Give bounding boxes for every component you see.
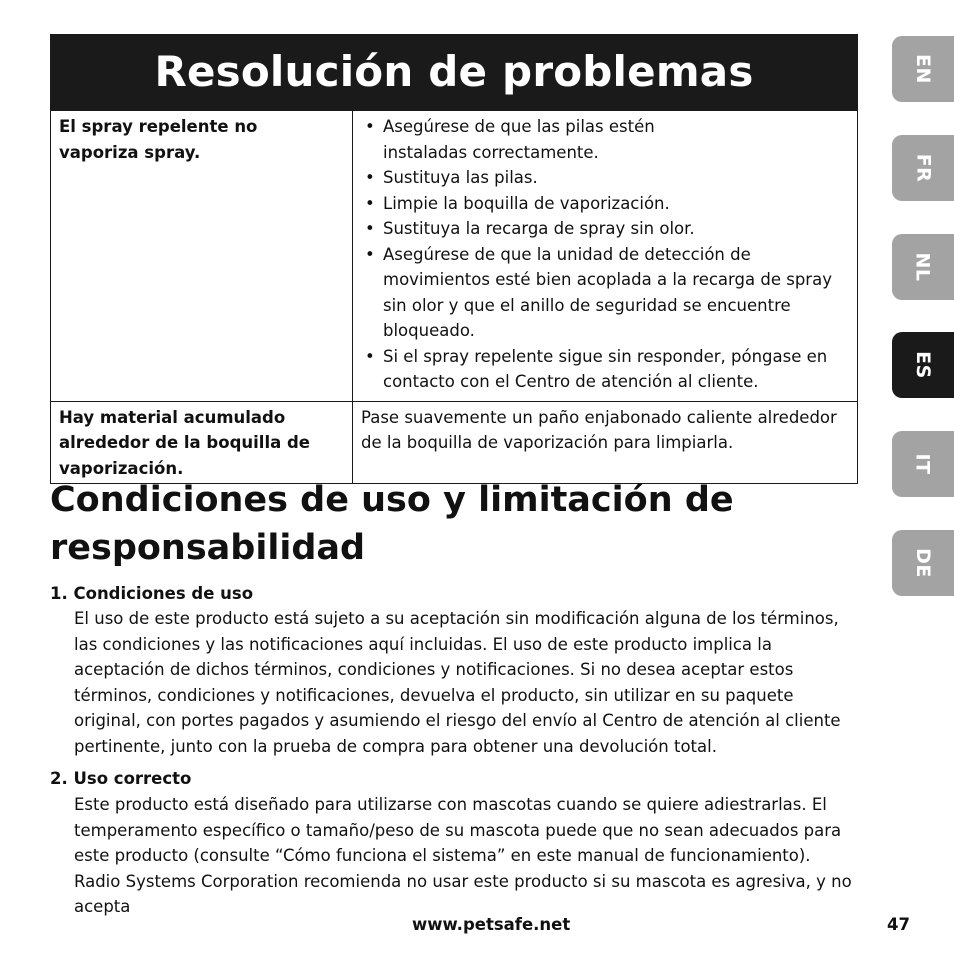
section-heading: 1. Condiciones de uso bbox=[50, 584, 254, 603]
section-heading: 2. Uso correcto bbox=[50, 769, 192, 788]
troubleshooting-title: Resolución de problemas bbox=[50, 34, 858, 110]
tab-de[interactable] bbox=[892, 530, 954, 596]
footer-url[interactable]: www.petsafe.net bbox=[412, 915, 571, 934]
tab-label: ES bbox=[911, 351, 934, 379]
problem-cell: El spray repelente no vaporiza spray. bbox=[51, 111, 353, 402]
solution-list bbox=[361, 114, 851, 395]
list-item: • Sustituya las pilas. bbox=[361, 165, 851, 191]
page-number: 47 bbox=[887, 915, 910, 934]
list-item: • Sustituya la recarga de spray sin olor. bbox=[361, 216, 851, 242]
list-item: • Asegúrese de que las pilas estén instaladas correctamente. bbox=[361, 114, 851, 165]
tab-nl[interactable] bbox=[892, 234, 954, 300]
tab-label: FR bbox=[911, 153, 934, 183]
tab-label: IT bbox=[912, 453, 934, 475]
tab-it[interactable] bbox=[892, 431, 954, 497]
tab-label: EN bbox=[911, 54, 934, 84]
troubleshooting-table bbox=[50, 110, 858, 484]
tab-es[interactable] bbox=[892, 332, 954, 398]
terms-title: Condiciones de uso y limitación de responsabilidad bbox=[50, 480, 734, 568]
problem-cell: Hay material acumulado alrededor de la boquilla de vaporización. bbox=[51, 401, 353, 484]
solution-cell bbox=[353, 111, 858, 402]
section-text: Este producto está diseñado para utilizarse con mascotas cuando se quiere adiestrarlas. El temperamento específico o tamaño/peso de su mascota puede que no sean adecuados para este producto (consulte “Cómo funciona el sistema” en este manual de funcionamiento). Radio Systems Corporation recomienda no usar este producto si su mascota es agresiva, y no acepta bbox=[74, 795, 852, 916]
tab-fr[interactable] bbox=[892, 135, 954, 201]
table-row bbox=[51, 401, 858, 484]
section-text: El uso de este producto está sujeto a su aceptación sin modificación alguna de los términos, las condiciones y las notificaciones aquí incluidas. El uso de este producto implica la aceptación de dichos términos, condiciones y notificaciones. Si no desea aceptar estos términos, condiciones y notificaciones, devuelva el producto, sin utilizar en su paquete original, con portes pagados y asumiendo el riesgo del envío al Centro de atención al cliente pertinente, junto con la prueba de compra para obtener una devolución total. bbox=[74, 609, 841, 756]
tab-label: NL bbox=[911, 252, 934, 282]
list-item: • Limpie la boquilla de vaporización. bbox=[361, 191, 851, 217]
list-item: • Si el spray repelente sigue sin responder, póngase en contacto con el Centro de atención al cliente. bbox=[361, 344, 851, 395]
table-row bbox=[51, 111, 858, 402]
list-item: • Asegúrese de que la unidad de detección de movimientos esté bien acoplada a la recarga de spray sin olor y que el anillo de seguridad se encuentre bloqueado. bbox=[361, 242, 851, 344]
solution-cell: Pase suavemente un paño enjabonado caliente alrededor de la boquilla de vaporización para limpiarla. bbox=[353, 401, 858, 484]
tab-en[interactable] bbox=[892, 36, 954, 102]
tab-label: DE bbox=[911, 548, 934, 578]
